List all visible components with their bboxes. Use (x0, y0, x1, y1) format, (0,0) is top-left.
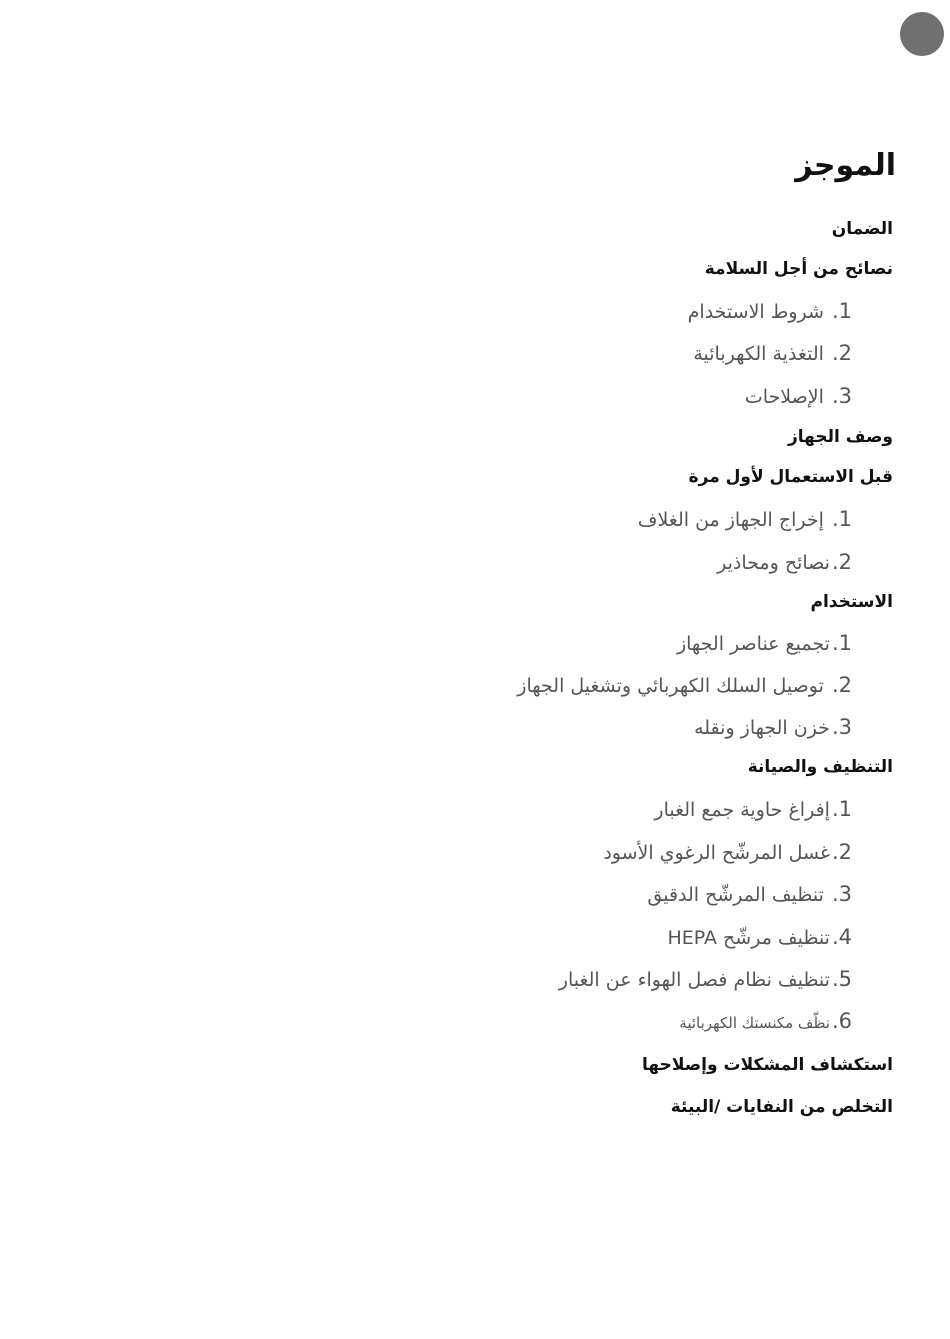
toc-item-label: تنظيف مرشّح HEPA (667, 927, 830, 949)
toc-item-first-use-2[interactable] (717, 550, 852, 574)
toc-item-number: 4. (831, 925, 852, 949)
toc-item-label: الإصلاحات (744, 386, 830, 408)
toc-item-cleaning-5[interactable] (559, 967, 852, 991)
toc-item-number: 2. (831, 550, 852, 574)
toc-item-number: 3. (831, 882, 852, 906)
toc-item-number: 1. (831, 299, 852, 323)
toc-item-label: نظّف مكنستك الكهربائية (679, 1014, 830, 1032)
toc-section-description[interactable]: وصف الجهاز (787, 427, 893, 447)
toc-item-number: 1. (831, 631, 852, 655)
toc-section-disposal[interactable]: التخلص من النفايات /البيئة (670, 1097, 893, 1117)
toc-item-number: 3. (831, 384, 852, 408)
toc-item-usage-3[interactable] (694, 715, 852, 739)
toc-item-number: 1. (831, 507, 852, 531)
toc-item-first-use-1[interactable] (638, 507, 852, 531)
toc-item-cleaning-4[interactable] (667, 925, 852, 949)
toc-item-usage-1[interactable] (677, 631, 852, 655)
toc-item-label: إفراغ حاوية جمع الغبار (654, 799, 830, 821)
toc-item-number: 2. (831, 341, 852, 365)
toc-item-number: 6. (831, 1009, 852, 1033)
toc-item-label: غسل المرشّح الرغوي الأسود (603, 842, 830, 864)
toc-section-cleaning[interactable]: التنظيف والصيانة (747, 757, 893, 777)
toc-item-cleaning-2[interactable] (603, 840, 852, 864)
toc-section-troubleshooting[interactable]: استكشاف المشكلات وإصلاحها (641, 1055, 893, 1075)
toc-section-warranty[interactable]: الضمان (831, 219, 893, 239)
toc-section-safety[interactable]: نصائح من أجل السلامة (704, 259, 893, 279)
toc-item-label: تنظيف نظام فصل الهواء عن الغبار (558, 969, 830, 991)
toc-item-number: 3. (831, 715, 852, 739)
toc-item-number: 1. (831, 797, 852, 821)
toc-item-safety-1[interactable] (688, 299, 852, 323)
toc-item-number: 2. (831, 673, 852, 697)
toc-item-label: نصائح ومحاذير (717, 552, 830, 574)
toc-title: الموجز (795, 148, 896, 183)
toc-item-number: 2. (831, 840, 852, 864)
toc-item-label: خزن الجهاز ونقله (694, 717, 830, 739)
toc-item-usage-2[interactable] (517, 673, 852, 697)
page-marker-circle (900, 12, 944, 56)
toc-item-cleaning-3[interactable] (647, 882, 852, 906)
toc-item-label: توصيل السلك الكهربائي وتشغيل الجهاز (517, 675, 830, 697)
toc-item-label: التغذية الكهربائية (693, 343, 830, 365)
toc-item-safety-3[interactable] (745, 384, 852, 408)
toc-item-cleaning-1[interactable] (654, 797, 852, 821)
toc-section-usage[interactable]: الاستخدام (810, 592, 893, 612)
toc-item-label: إخراج الجهاز من الغلاف (637, 509, 830, 531)
toc-item-label: تنظيف المرشّح الدقيق (647, 884, 830, 906)
toc-item-label: شروط الاستخدام (687, 301, 830, 323)
toc-item-safety-2[interactable] (693, 341, 852, 365)
toc-item-label: تجميع عناصر الجهاز (676, 633, 830, 655)
toc-section-first-use[interactable]: قبل الاستعمال لأول مرة (688, 467, 893, 487)
toc-item-number: 5. (831, 967, 852, 991)
toc-item-cleaning-6[interactable] (679, 1009, 852, 1033)
